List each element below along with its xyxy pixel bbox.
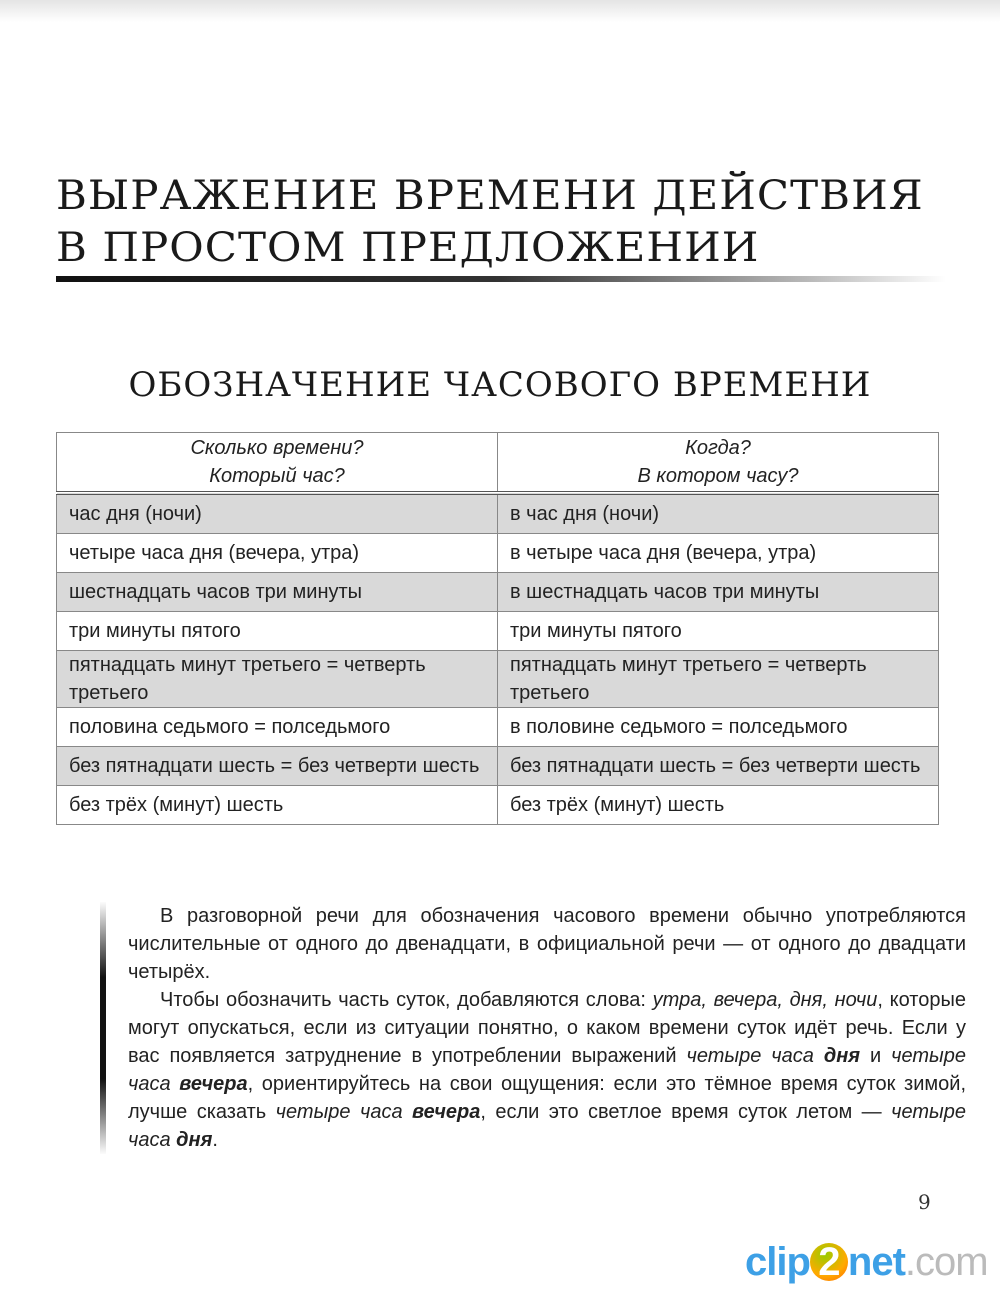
table-cell: шестнадцать часов три минуты [57, 573, 498, 612]
table-cell: без трёх (минут) шесть [57, 786, 498, 825]
text-segment: Чтобы обозначить часть суток, добавляются слова: [160, 989, 653, 1011]
table-row [57, 493, 939, 534]
text-segment: , если это светлое время суток летом — [480, 1101, 892, 1123]
table-cell: в час дня (ночи) [498, 493, 939, 534]
section-heading: ОБОЗНАЧЕНИЕ ЧАСОВОГО ВРЕМЕНИ [128, 365, 872, 405]
table-row [57, 786, 939, 825]
table-cell: в шестнадцать часов три минуты [498, 573, 939, 612]
table-cell: четыре часа дня (вечера, утра) [57, 534, 498, 573]
table-cell: пятнадцать минут третьего = четверть третьего [498, 651, 939, 708]
table-cell: три минуты пятого [57, 612, 498, 651]
table-cell: в четыре часа дня (вечера, утра) [498, 534, 939, 573]
text-segment: дня [823, 1045, 861, 1067]
time-expressions-table [56, 432, 939, 825]
text-segment: , ориентируйтесь на свои ощущения: если это тёмное время суток зимой, лучше сказать [128, 1073, 967, 1123]
table-cell: три минуты пятого [498, 612, 939, 651]
table-cell: без пятнадцати шесть = без четверти шесть [57, 747, 498, 786]
column-header: Когда? В котором часу? [498, 433, 939, 494]
text-segment: утра, вечера, дня, ночи [652, 989, 878, 1011]
text-segment: , которые могут опускаться, если из ситуации понятно, о каком времени суток идёт речь. Если у вас появляется затруднение в употреблении выражений [128, 989, 966, 1067]
text-segment: четыре часа [128, 1101, 966, 1151]
table-cell: без трёх (минут) шесть [498, 786, 939, 825]
clip2net-watermark: clip 2 net.com [745, 1240, 988, 1284]
top-shadow [0, 0, 1000, 22]
table-cell: час дня (ночи) [57, 493, 498, 534]
table-cell: в половине седьмого = полседьмого [498, 708, 939, 747]
table-row [57, 534, 939, 573]
text-segment: четыре часа [128, 1045, 966, 1095]
note-paragraph [128, 986, 966, 1154]
title-line: ВЫРАЖЕНИЕ ВРЕМЕНИ ДЕЙСТВИЯ [56, 173, 924, 219]
table-row [57, 612, 939, 651]
table-cell: пятнадцать минут третьего = четверть третьего [57, 651, 498, 708]
text-segment: и [860, 1045, 892, 1067]
table-cell: без пятнадцати шесть = без четверти шесть [498, 747, 939, 786]
explanation-note [100, 902, 966, 1154]
text-segment: дня [176, 1129, 213, 1151]
page-number: 9 [918, 1190, 931, 1214]
table-row [57, 747, 939, 786]
table-row [57, 651, 939, 708]
text-segment: четыре часа [686, 1045, 824, 1067]
note-paragraph: В разговорной речи для обозначения часового времени обычно употребляются числительные от одного до двенадцати, в официальной речи — от одного до двадцати четырёх. [128, 905, 966, 983]
table-row [57, 708, 939, 747]
title-line: В ПРОСТОМ ПРЕДЛОЖЕНИИ [56, 225, 760, 271]
text-segment: . [212, 1129, 218, 1151]
title-underline [56, 276, 946, 282]
text-segment: вечера [179, 1073, 248, 1095]
table-row [57, 573, 939, 612]
table-cell: половина седьмого = полседьмого [57, 708, 498, 747]
text-segment: вечера [412, 1101, 481, 1123]
page-title [56, 170, 924, 274]
column-header: Сколько времени? Который час? [57, 433, 498, 494]
text-segment: четыре часа [275, 1101, 413, 1123]
